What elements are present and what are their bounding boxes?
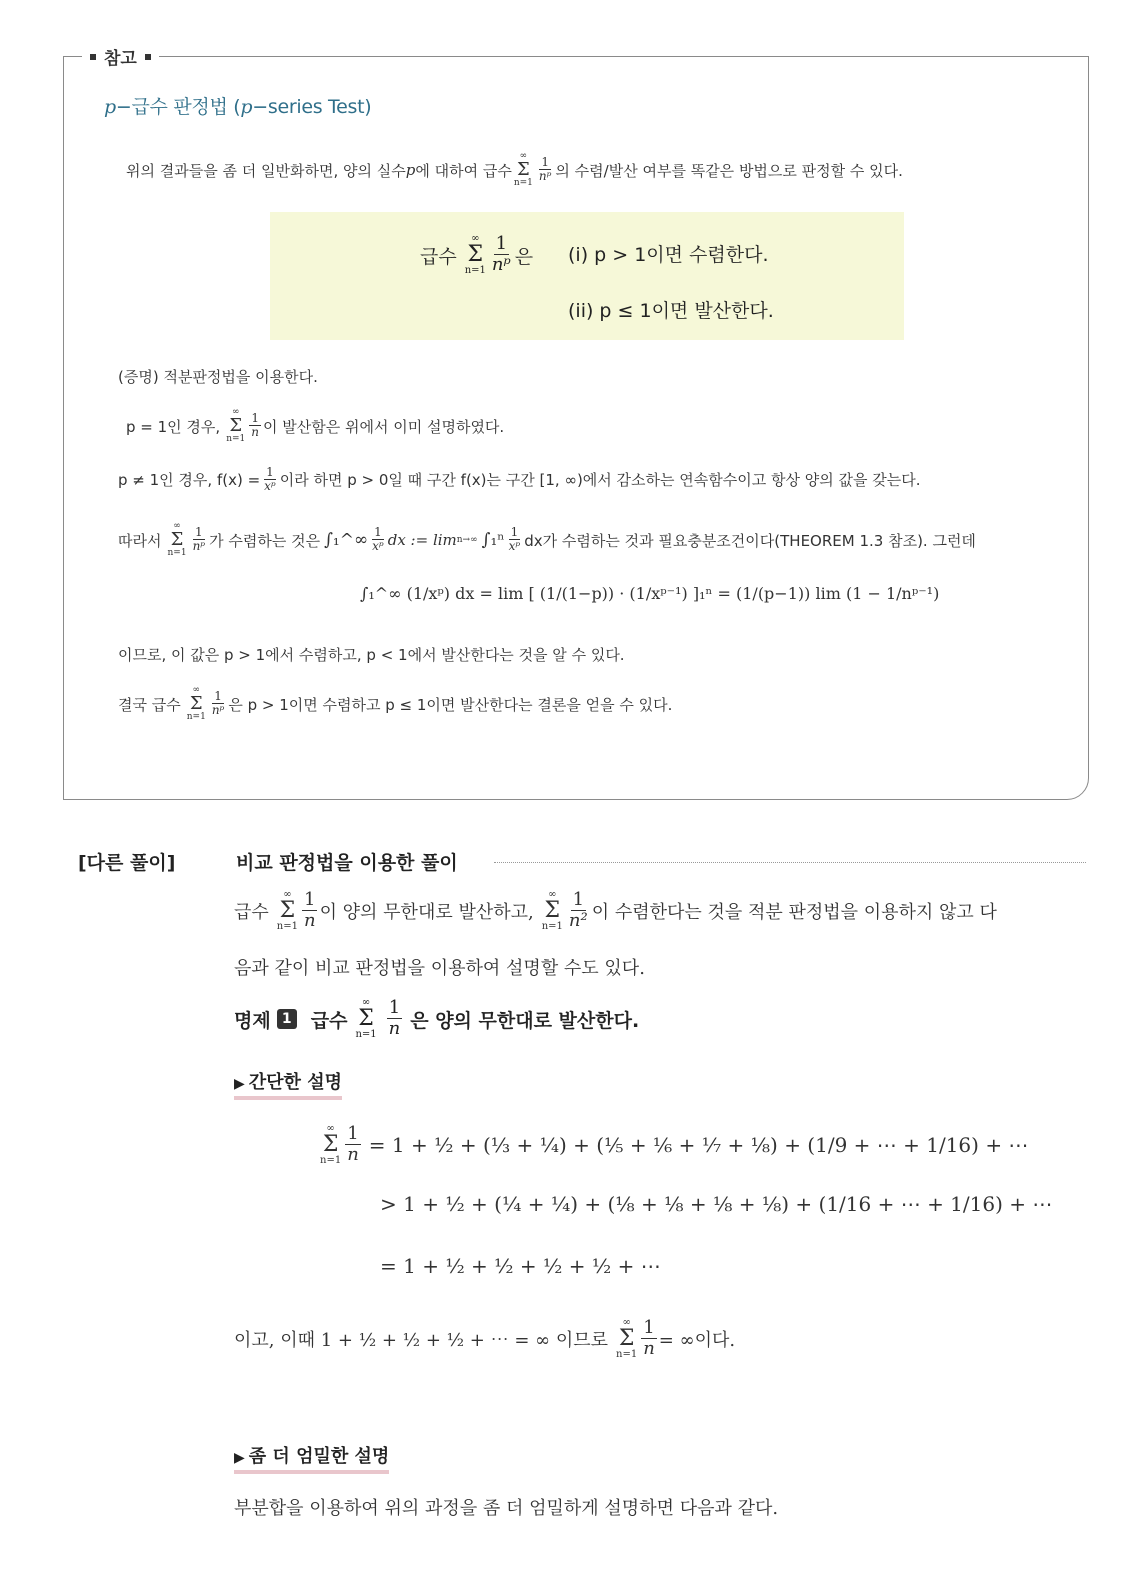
- reference-tag: 참고: [82, 44, 159, 69]
- alt-solution-tag: [다른 풀이]: [78, 852, 176, 874]
- proposition: 명제 1 급수 ∞ Σ n=1 $\frac{1}{n}$ 은 양의 무한대로 발산한다.: [234, 997, 640, 1040]
- theorem-case-1: (i) p > 1이면 수렴한다.: [568, 244, 769, 266]
- proof-line-6: 결국 급수 ∞ Σ n=1 $\frac{1}{\text{nᵖ}}$ 은 p > 1이면 수렴하고 p ≤ 1이면 발산한다는 결론을 얻을 수 있다.: [118, 685, 673, 722]
- last-line: 부분합을 이용하여 위의 과정을 좀 더 엄밀하게 설명하면 다음과 같다.: [234, 1498, 779, 1519]
- theorem-case-2: (ii) p ≤ 1이면 발산한다.: [568, 300, 774, 322]
- alt-line-2: 음과 같이 비교 판정법을 이용하여 설명할 수도 있다.: [234, 958, 645, 979]
- highlight-underline: [234, 1096, 342, 1100]
- conclusion-line: 이고, 이때 1 + ½ + ½ + ½ + ⋯ = ∞ 이므로 ∞ Σ n=1 $\frac{1}{n}$ = ∞이다.: [234, 1317, 736, 1360]
- equation-line-2: > 1 + ½ + (¼ + ¼) + (⅛ + ⅛ + ⅛ + ⅛) + (1/16 + ⋯ + 1/16) + ⋯: [380, 1192, 1053, 1216]
- triangle-bullet-icon: ▶: [234, 1450, 245, 1466]
- alt-line-1: 급수 ∞ Σ n=1 $\frac{1}{n}$ 이 양의 무한대로 발산하고, ∞ Σ n=1 $\frac{1}{\text{n²}}$ 이 수렴한다는 것을 적분 판정법을 이용하지 않고 다: [234, 889, 997, 932]
- reference-title: p−급수 판정법 (p−series Test): [104, 96, 372, 118]
- dotted-divider: [494, 862, 1086, 863]
- equation-line-1: ∞ Σ n=1 $\frac{1}{n}$ = 1 + ½ + (⅓ + ¼) + (⅕ + ⅙ + ⅐ + ⅛) + (1/9 + ⋯ + 1/16) + ⋯: [320, 1123, 1029, 1166]
- square-bullet-icon: [90, 54, 96, 60]
- proof-title: (증명) 적분판정법을 이용한다.: [118, 368, 318, 386]
- proof-line-3: 따라서 ∞ Σ n=1 $\frac{1}{\text{nᵖ}}$ 가 수렴하는 것은 ∫₁^∞ $\frac{1}{\text{xᵖ}}$ dx := lim n→∞ ∫₁ⁿ $\frac{1}{\text{xᵖ}}$ dx가 수렴하는 것과 필요충분조건이다(THEOREM 1.3 참조). 그런데: [118, 521, 976, 558]
- proof-line-1: p = 1인 경우, ∞ Σ n=1 $\frac{1}{n}$ 이 발산함은 위에서 이미 설명하였다.: [126, 407, 505, 444]
- intro-line: 위의 결과들을 좀 더 일반화하면, 양의 실수 p 에 대하여 급수 ∞ Σ n=1 $\frac{1}{\text{nᵖ}}$ 의 수렴/발산 여부를 똑같은 방법으로 판정할 수 있다.: [126, 151, 903, 188]
- proposition-number-badge: 1: [277, 1009, 297, 1029]
- equation-line-3: = 1 + ½ + ½ + ½ + ½ + ⋯: [380, 1254, 661, 1278]
- triangle-bullet-icon: ▶: [234, 1076, 245, 1092]
- subheading-rigorous: ▶ 좀 더 엄밀한 설명: [234, 1442, 389, 1468]
- proof-line-5: 이므로, 이 값은 p > 1에서 수렴하고, p < 1에서 발산한다는 것을 알 수 있다.: [118, 646, 625, 664]
- alt-solution-title: 비교 판정법을 이용한 풀이: [236, 852, 458, 874]
- proof-line-2: p ≠ 1인 경우, f(x) = $\frac{1}{\text{xᵖ}}$ 이라 하면 p > 0일 때 구간 f(x)는 구간 [1, ∞)에서 감소하는 연속함수이고 항상 양의 값을 갖는다.: [118, 465, 921, 494]
- proof-equation: ∫₁^∞ (1/xᵖ) dx = lim [ (1/(1−p)) · (1/xᵖ⁻¹) ]₁ⁿ = (1/(p−1)) lim (1 − 1/nᵖ⁻¹): [360, 584, 940, 603]
- theorem-label: 급수 ∞ Σ n=1 $\frac{1}{\text{nᵖ}}$ 은: [420, 233, 534, 276]
- square-bullet-icon: [145, 54, 151, 60]
- sum-symbol: ∞ Σ n=1: [513, 151, 533, 188]
- subheading-simple: ▶ 간단한 설명: [234, 1068, 342, 1094]
- highlight-underline: [234, 1470, 389, 1474]
- fraction: $\frac{1}{\text{nᵖ}}$: [538, 155, 552, 184]
